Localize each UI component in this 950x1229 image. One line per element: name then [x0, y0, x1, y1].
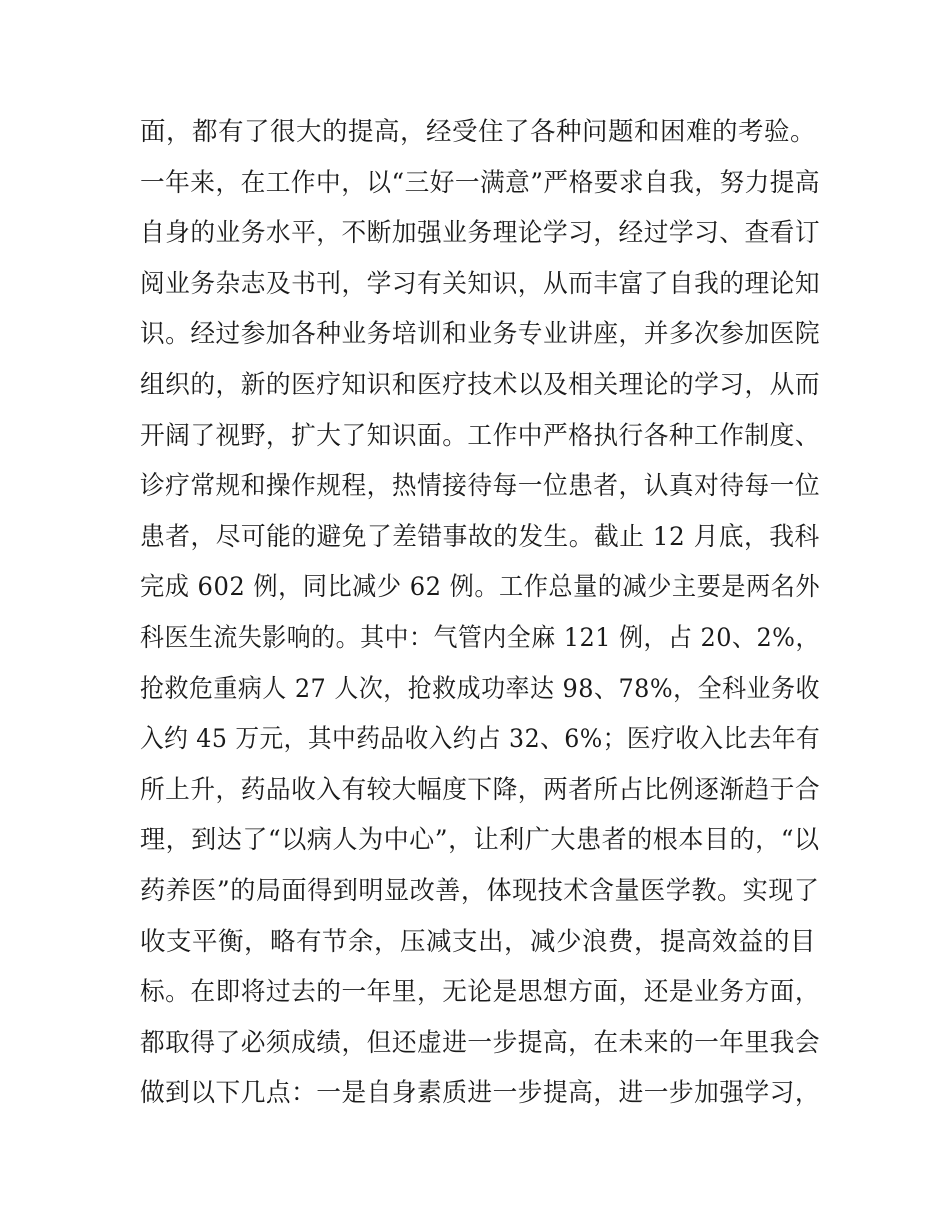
text-line: 科医生流失影响的。其中：气管内全麻 121 例，占 20、2%，: [140, 622, 820, 653]
text-line: 一年来，在工作中，以“三好一满意”严格要求自我，努力提高: [140, 167, 821, 198]
text-line: 组织的，新的医疗知识和医疗技术以及相关理论的学习，从而: [140, 369, 821, 400]
text-line: 完成 602 例，同比减少 62 例。工作总量的减少主要是两名外: [140, 572, 821, 603]
text-line: 做到以下几点：一是自身素质进一步提高，进一步加强学习，: [140, 1078, 821, 1109]
text-line: 面，都有了很大的提高，经受住了各种问题和困难的考验。: [140, 117, 817, 147]
text-line: 入约 45 万元，其中药品收入约占 32、6%；医疗收入比去年有: [140, 724, 821, 755]
text-line: 诊疗常规和操作规程，热情接待每一位患者，认真对待每一位: [140, 471, 821, 502]
text-line: 识。经过参加各种业务培训和业务专业讲座，并多次参加医院: [140, 319, 821, 350]
text-line: 自身的业务水平，不断加强业务理论学习，经过学习、查看订: [140, 218, 821, 249]
text-line: 理，到达了“以病人为中心”，让利广大患者的根本目的，“以: [140, 825, 820, 856]
text-line: 标。在即将过去的一年里，无论是思想方面，还是业务方面，: [140, 977, 821, 1008]
text-line: 所上升，药品收入有较大幅度下降，两者所占比例逐渐趋于合: [140, 774, 821, 805]
text-line: 都取得了必须成绩，但还虚进一步提高，在未来的一年里我会: [140, 1027, 821, 1058]
text-line: 开阔了视野，扩大了知识面。工作中严格执行各种工作制度、: [140, 420, 821, 451]
body-text: [140, 107, 820, 1119]
text-line: 药养医”的局面得到明显改善，体现技术含量医学教。实现了: [140, 875, 820, 906]
text-line: 患者，尽可能的避免了差错事故的发生。截止 12 月底，我科: [140, 521, 820, 552]
text-line: 阅业务杂志及书刊，学习有关知识，从而丰富了自我的理论知: [140, 268, 821, 299]
text-line: 收支平衡，略有节余，压减支出，减少浪费，提高效益的目: [140, 926, 817, 957]
text-line: 抢救危重病人 27 人次，抢救成功率达 98、78%，全科业务收: [140, 673, 820, 704]
